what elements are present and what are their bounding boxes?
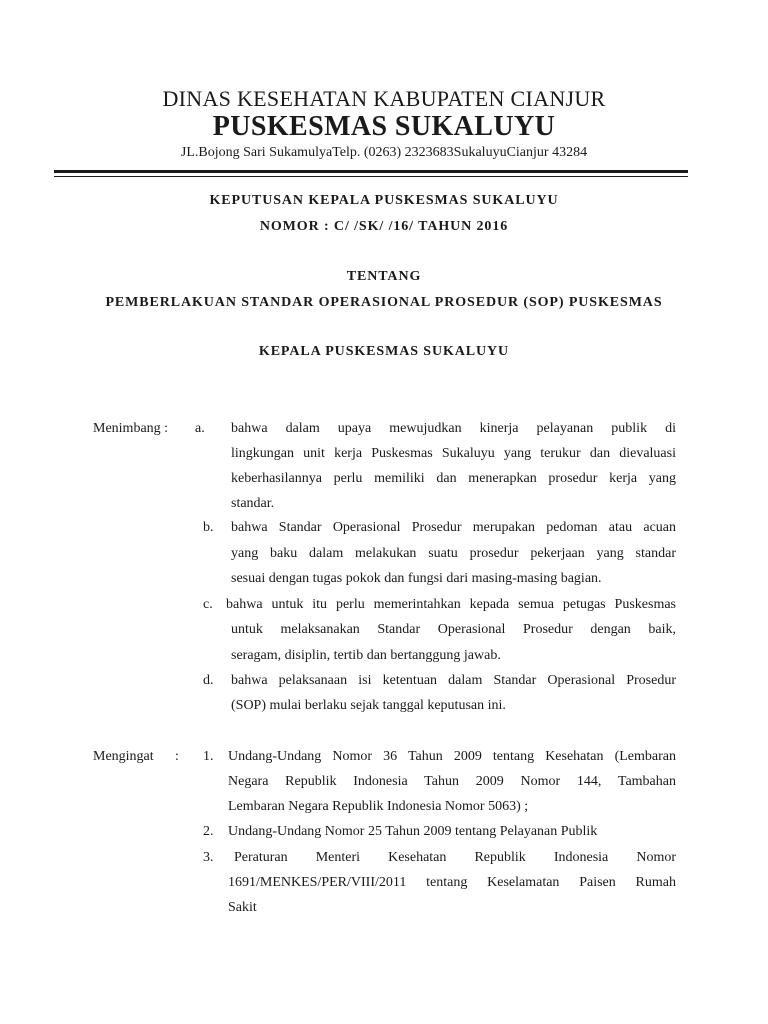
list-line: lingkungan unit kerja Puskesmas Sukaluyu yang terukur dan dievaluasi — [231, 446, 676, 461]
list-marker: a. — [195, 421, 205, 436]
facility-name: PUSKESMAS SUKALUYU — [212, 111, 556, 142]
list-line: Negara Republik Indonesia Tahun 2009 Nomor 144, Tambahan — [228, 774, 676, 789]
decree-number: NOMOR : C/ /SK/ /16/ TAHUN 2016 — [259, 219, 509, 234]
list-line: Undang-Undang Nomor 36 Tahun 2009 tentang Kesehatan (Lembaran — [228, 749, 676, 764]
list-marker: b. — [203, 520, 214, 535]
letterhead-rule-thick — [54, 170, 688, 173]
issuer-heading: KEPALA PUSKESMAS SUKALUYU — [258, 344, 510, 359]
mengingat-label: Mengingat — [93, 749, 154, 764]
list-marker: c. — [203, 597, 213, 612]
agency-name: DINAS KESEHATAN KABUPATEN CIANJUR — [162, 86, 606, 111]
list-line: yang baku dalam melakukan suatu prosedur pekerjaan yang standar — [231, 546, 676, 561]
list-line: sesuai dengan tugas pokok dan fungsi dari masing-masing bagian. — [231, 571, 602, 586]
list-line: untuk melaksanakan Standar Operasional Prosedur dengan baik, — [231, 622, 676, 637]
list-marker: 1. — [203, 749, 214, 764]
list-line: bahwa dalam upaya mewujudkan kinerja pelayanan publik di — [231, 421, 676, 436]
list-line: 1691/MENKES/PER/VIII/2011 tentang Keselamatan Paisen Rumah — [228, 875, 676, 890]
list-line: Lembaran Negara Republik Indonesia Nomor 5063) ; — [228, 799, 529, 814]
decree-subject: PEMBERLAKUAN STANDAR OPERASIONAL PROSEDUR (SOP) PUSKESMAS — [105, 295, 663, 310]
list-line: Sakit — [228, 900, 257, 915]
letterhead-rule-thin — [54, 176, 688, 177]
mengingat-colon: : — [175, 749, 179, 764]
list-line: (SOP) mulai berlaku sejak tanggal keputusan ini. — [231, 698, 506, 713]
list-line: keberhasilannya perlu memiliki dan menerapkan prosedur kerja yang — [231, 471, 676, 486]
about-heading: TENTANG — [346, 269, 422, 284]
list-line: standar. — [231, 496, 275, 511]
list-marker: 3. — [203, 850, 214, 865]
list-line: bahwa untuk itu perlu memerintahkan kepada semua petugas Puskesmas — [226, 597, 676, 612]
decree-title: KEPUTUSAN KEPALA PUSKESMAS SUKALUYU — [209, 193, 559, 208]
list-marker: 2. — [203, 824, 214, 839]
list-line: Peraturan Menteri Kesehatan Republik Indonesia Nomor — [234, 850, 676, 865]
address-line: JL.Bojong Sari SukamulyaTelp. (0263) 2323683SukaluyuCianjur 43284 — [180, 145, 588, 160]
list-line: seragam, disiplin, tertib dan bertanggung jawab. — [231, 648, 501, 663]
menimbang-label: Menimbang : — [93, 421, 169, 436]
list-marker: d. — [203, 673, 214, 688]
list-line: bahwa pelaksanaan isi ketentuan dalam Standar Operasional Prosedur — [231, 673, 676, 688]
list-line: bahwa Standar Operasional Prosedur merupakan pedoman atau acuan — [231, 520, 676, 535]
list-line: Undang-Undang Nomor 25 Tahun 2009 tentang Pelayanan Publik — [228, 824, 598, 839]
